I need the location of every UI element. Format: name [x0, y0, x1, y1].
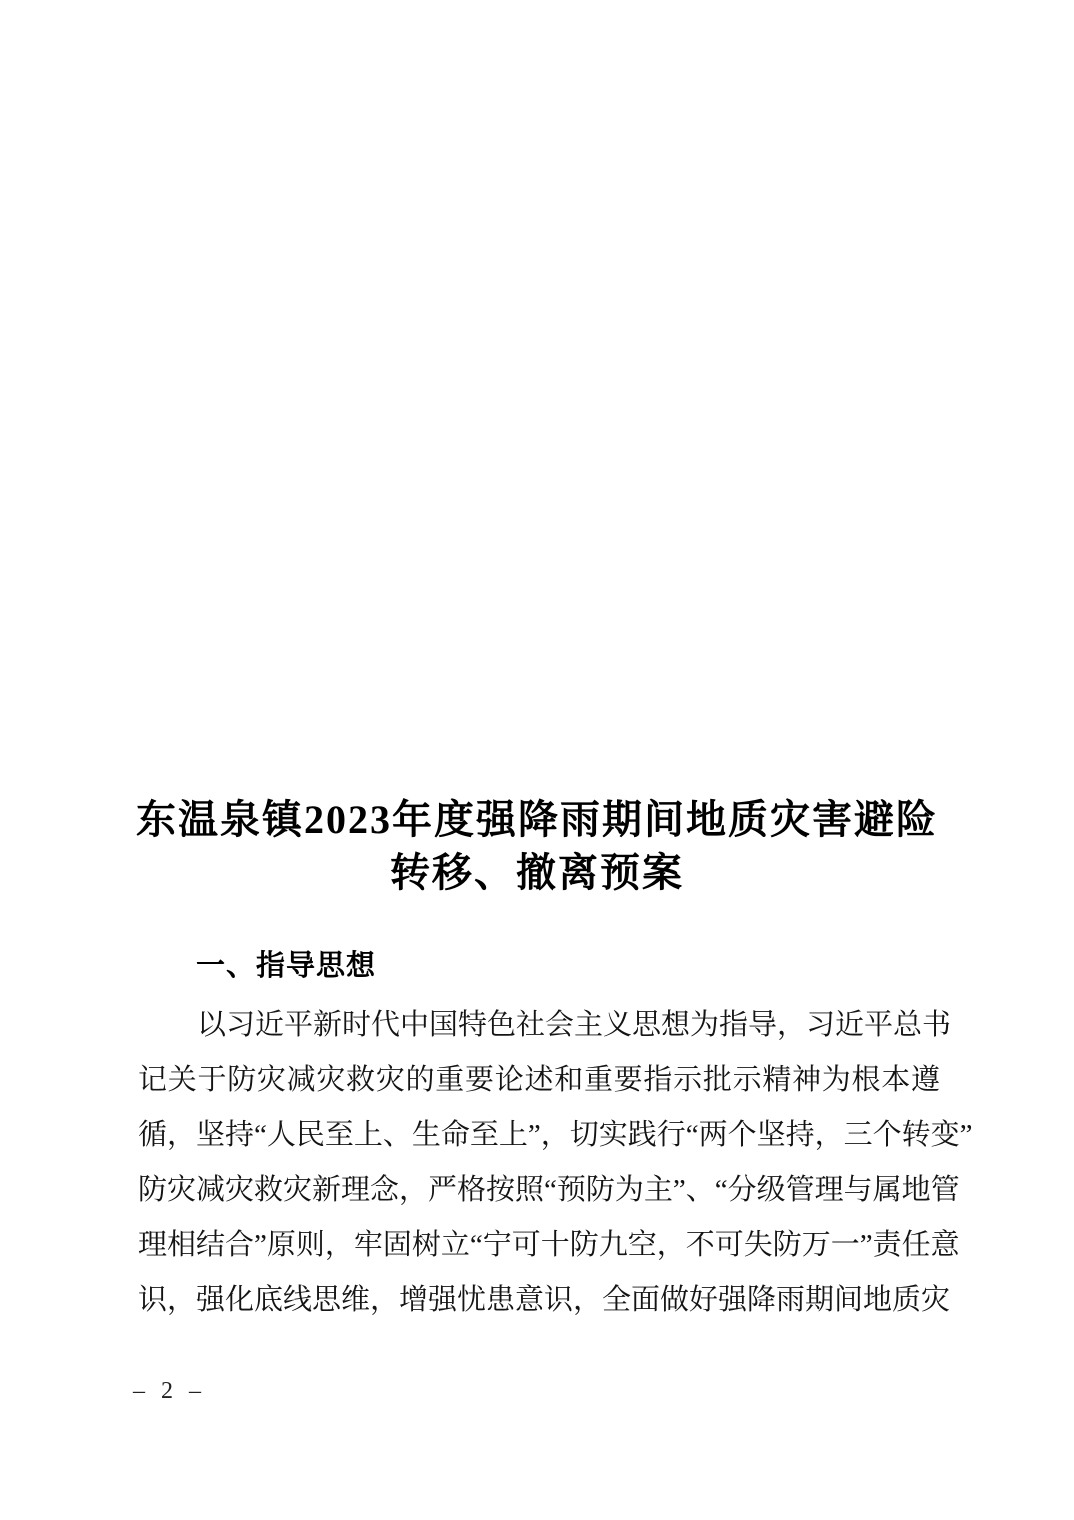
- body-paragraph: [138, 998, 973, 1328]
- page-number: – 2 –: [133, 1378, 206, 1404]
- body-line-5: 理相结合”原则，牢固树立“宁可十防九空，不可失防万一”责任意: [138, 1229, 960, 1261]
- body-line-6: 识，强化底线思维，增强忧患意识，全面做好强降雨期间地质灾: [138, 1284, 951, 1316]
- body-line-3: 循，坚持“人民至上、生命至上”，切实践行“两个坚持，三个转变”: [138, 1119, 973, 1151]
- section-heading: 一、指导思想: [196, 950, 377, 982]
- body-line-2: 记关于防灾减灾救灾的重要论述和重要指示批示精神为根本遵: [138, 1064, 940, 1096]
- body-line-4: 防灾减灾救灾新理念，严格按照“预防为主”、“分级管理与属地管: [138, 1174, 960, 1206]
- document-title: [100, 793, 974, 899]
- body-line-1: 以习近平新时代中国特色社会主义思想为指导，习近平总书: [197, 1009, 952, 1041]
- document-title-line-2: 转移、撤离预案: [390, 850, 684, 895]
- document-title-line-1: 东温泉镇2023年度强降雨期间地质灾害避险: [136, 797, 938, 842]
